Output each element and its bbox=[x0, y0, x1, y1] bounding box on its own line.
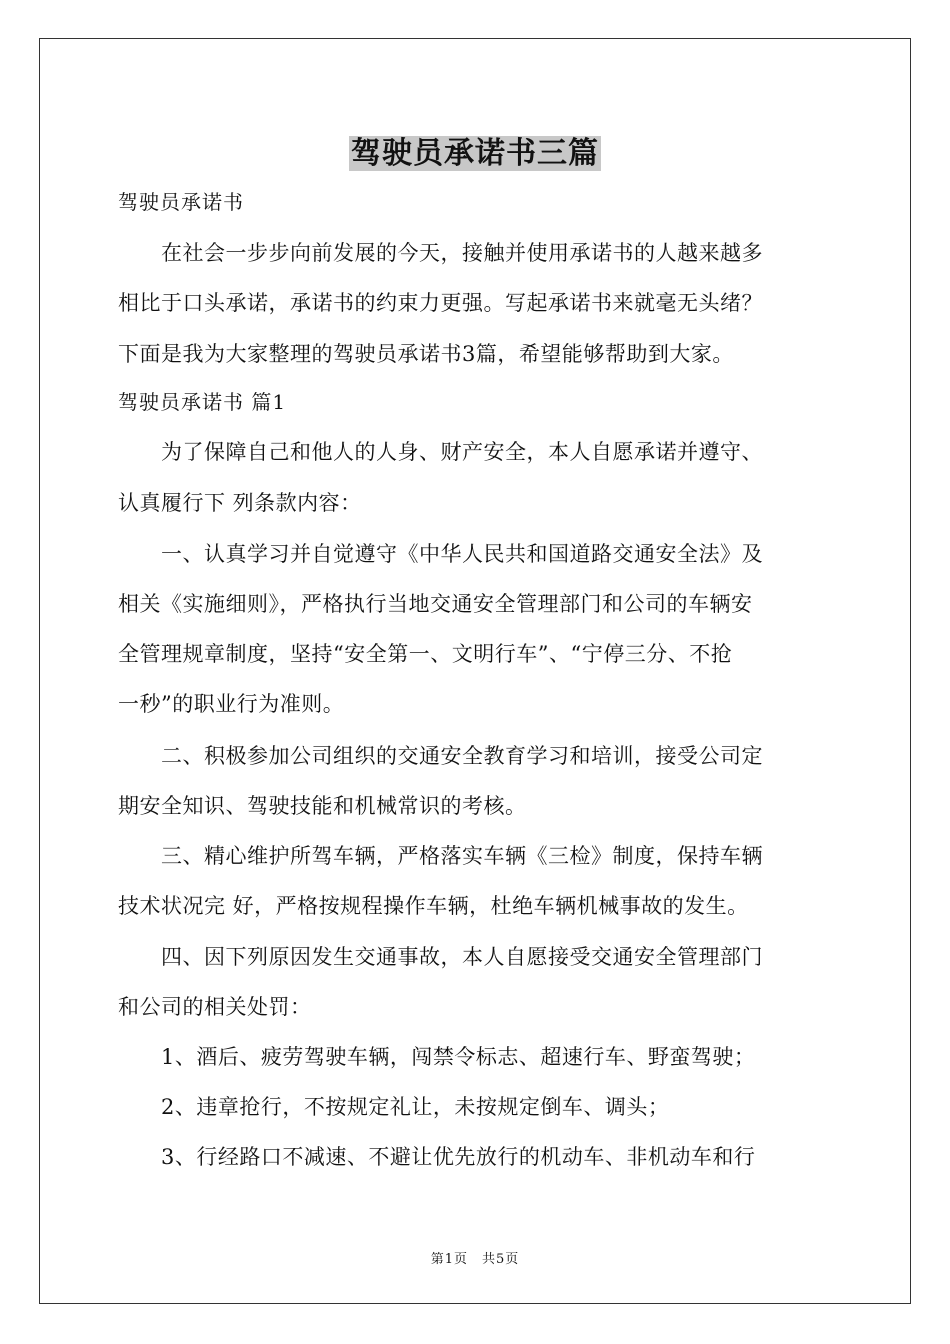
paragraph-line: 3、行经路口不减速、不避让优先放行的机动车、非机动车和行 bbox=[118, 1145, 756, 1169]
paragraph-line: 1、酒后、疲劳驾驶车辆，闯禁令标志、超速行车、野蛮驾驶； bbox=[118, 1045, 756, 1069]
document-title bbox=[0, 128, 950, 172]
page-number: 第1页 共5页 bbox=[430, 1252, 520, 1267]
paragraph-line: 二、积极参加公司组织的交通安全教育学习和培训，接受公司定 bbox=[118, 744, 763, 768]
paragraph-line: 一、认真学习并自觉遵守《中华人民共和国道路交通安全法》及 bbox=[118, 542, 763, 566]
section-heading: 驾驶员承诺书 篇1 bbox=[118, 390, 287, 414]
section-heading: 驾驶员承诺书 bbox=[118, 190, 244, 214]
paragraph-line: 技术状况完 好，严格按规程操作车辆，杜绝车辆机械事故的发生。 bbox=[118, 894, 749, 918]
paragraph-line: 相关《实施细则》，严格执行当地交通安全管理部门和公司的车辆安 bbox=[118, 592, 753, 616]
paragraph-line: 认真履行下 列条款内容： bbox=[118, 491, 362, 515]
paragraph-line: 全管理规章制度，坚持“安全第一、文明行车”、“宁停三分、不抢 bbox=[118, 642, 733, 666]
paragraph-line: 为了保障自己和他人的人身、财产安全，本人自愿承诺并遵守、 bbox=[118, 440, 763, 464]
paragraph-line: 下面是我为大家整理的驾驶员承诺书3篇，希望能够帮助到大家。 bbox=[118, 342, 734, 366]
paragraph-line: 三、精心维护所驾车辆，严格落实车辆《三检》制度，保持车辆 bbox=[118, 844, 763, 868]
paragraph-line: 和公司的相关处罚： bbox=[118, 995, 312, 1019]
document-title-text: 驾驶员承诺书三篇 bbox=[351, 136, 599, 171]
paragraph-line: 相比于口头承诺，承诺书的约束力更强。写起承诺书来就毫无头绪？ bbox=[118, 291, 763, 315]
paragraph-line: 四、因下列原因发生交通事故，本人自愿接受交通安全管理部门 bbox=[118, 945, 763, 969]
paragraph-line: 一秒”的职业行为准则。 bbox=[118, 692, 345, 716]
paragraph-line: 在社会一步步向前发展的今天，接触并使用承诺书的人越来越多 bbox=[118, 241, 763, 265]
paragraph-line: 期安全知识、驾驶技能和机械常识的考核。 bbox=[118, 794, 527, 818]
paragraph-line: 2、违章抢行，不按规定礼让，未按规定倒车、调头； bbox=[118, 1095, 670, 1119]
